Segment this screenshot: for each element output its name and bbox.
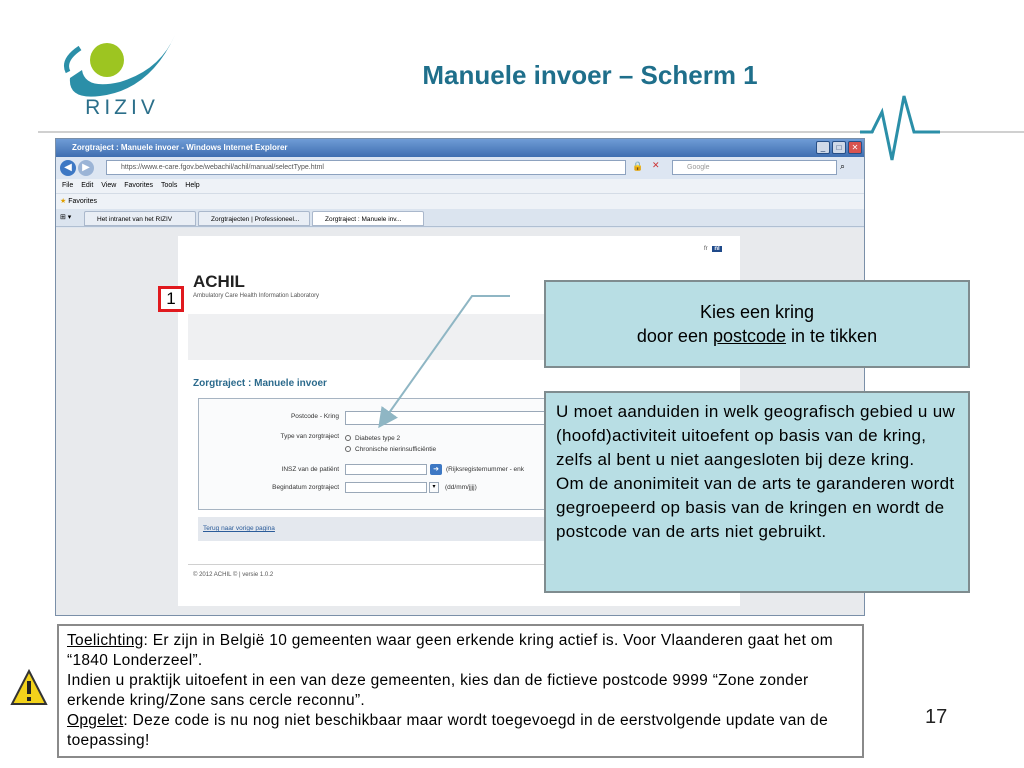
stop-icon[interactable]: ✕	[652, 160, 660, 170]
type-option-nier[interactable]: Chronische nierinsufficiëntie	[345, 446, 436, 453]
tab-zorgtrajecten[interactable]: Zorgtrajecten | Professioneel...	[198, 211, 310, 226]
lang-fr-link[interactable]: fr	[704, 246, 708, 252]
callout-explanation	[544, 391, 970, 593]
warning-icon	[10, 668, 48, 708]
logo-text: RIZIV	[85, 96, 159, 119]
menu-help[interactable]: Help	[185, 182, 200, 189]
note-box	[57, 624, 864, 758]
menu-bar	[56, 179, 864, 193]
begindatum-label: Begindatum zorgtraject	[272, 484, 339, 491]
page-footer: © 2012 ACHIL © | versie 1.0.2	[193, 572, 274, 578]
window-titlebar	[56, 139, 864, 157]
url-input[interactable]: https://www.e-care.fgov.be/webachil/achil/manual/selectType.html	[106, 160, 626, 175]
window-title: Zorgtraject : Manuele invoer - Windows Internet Explorer	[72, 143, 288, 152]
back-link[interactable]: Terug naar vorige pagina	[203, 525, 275, 532]
pointer-arrow-icon	[370, 290, 550, 430]
quick-tabs-icon[interactable]: ⊞ ▾	[60, 214, 72, 221]
insz-label: INSZ van de patiënt	[281, 466, 339, 473]
close-button[interactable]: ✕	[848, 141, 862, 154]
note-paragraph-2: Indien u praktijk uitoefent in een van deze gemeenten, kies dan de fictieve postcode 9999 “Zone zonder erkende kring/Zone sans cercle reconnu”.	[67, 672, 809, 709]
slide-title: Manuele invoer – Scherm 1	[422, 60, 758, 90]
lock-icon: 🔒	[632, 161, 644, 171]
lang-nl-link[interactable]: nl	[714, 246, 720, 252]
type-option-diabetes[interactable]: Diabetes type 2	[345, 435, 400, 442]
type-label: Type van zorgtraject	[280, 433, 339, 440]
radio-icon	[345, 435, 351, 441]
section-title: Zorgtraject : Manuele invoer	[193, 378, 327, 389]
calendar-icon[interactable]: ▾	[429, 482, 439, 493]
page-number: 17	[925, 706, 948, 728]
postcode-word: postcode	[712, 326, 787, 346]
menu-favorites[interactable]: Favorites	[124, 182, 154, 189]
callout-explanation-text: U moet aanduiden in welk geografisch gebied u uw (hoofd)activiteit uitoefent op basis van de kring, zelfs al bent u niet aangesloten bij deze kring.	[556, 402, 956, 469]
menu-view[interactable]: View	[101, 182, 117, 189]
achil-subtitle: Ambulatory Care Health Information Laboratory	[193, 293, 320, 299]
favorites-bar	[56, 193, 864, 209]
opgelet-label: Opgelet	[67, 712, 124, 729]
search-input[interactable]: Google	[672, 160, 837, 175]
toelichting-label: Toelichting	[67, 632, 144, 649]
address-bar-row	[56, 157, 864, 179]
note-paragraph-3: Opgelet: Deze code is nu nog niet beschikbaar maar wordt toegevoegd in de eerstvolgende update van de toepassing!	[67, 712, 829, 749]
callout-kring-line2: door een postcode in te tikken	[636, 326, 878, 346]
callout-kring-line1: Kies een kring	[699, 302, 815, 322]
step-marker: 1	[158, 286, 184, 312]
menu-edit[interactable]: Edit	[81, 182, 94, 189]
callout-explanation-text2: Om de anonimiteit van de arts te garanderen wordt gegroepeerd op basis van de kringen en wordt de postcode van de arts niet gebruikt.	[556, 474, 955, 541]
date-hint: (dd/mm/jjjj)	[445, 484, 477, 491]
insz-hint: (Rijksregisternummer - enk	[446, 466, 525, 473]
callout-kring	[544, 280, 970, 368]
star-icon: ★	[60, 198, 67, 205]
search-icon[interactable]: ⌕	[840, 161, 846, 171]
menu-file[interactable]: File	[62, 182, 74, 189]
tab-bar	[56, 209, 864, 227]
go-arrow-button[interactable]: ➜	[430, 464, 442, 475]
favorites-button[interactable]: Favorites	[68, 198, 98, 205]
header-divider	[38, 131, 874, 133]
begindatum-input[interactable]	[345, 482, 427, 493]
achil-brand: ACHIL	[193, 272, 245, 291]
forward-arrow-icon[interactable]: ▶	[78, 160, 94, 176]
tab-intranet[interactable]: Het intranet van het RIZIV	[84, 211, 196, 226]
heartbeat-icon	[860, 92, 940, 172]
tab-manuele-invoer[interactable]: Zorgtraject : Manuele inv...	[312, 211, 424, 226]
note-paragraph-1: Toelichting: Er zijn in België 10 gemeenten waar geen erkende kring actief is. Voor Vlaanderen gaat het om “1840 Londerzeel”.	[67, 632, 833, 669]
radio-icon	[345, 446, 351, 452]
menu-tools[interactable]: Tools	[161, 182, 178, 189]
minimize-button[interactable]: _	[816, 141, 830, 154]
language-switch	[704, 246, 722, 252]
back-arrow-icon[interactable]: ◀	[60, 160, 76, 176]
postcode-label: Postcode - Kring	[290, 413, 339, 420]
insz-input[interactable]	[345, 464, 427, 475]
maximize-button[interactable]: □	[832, 141, 846, 154]
